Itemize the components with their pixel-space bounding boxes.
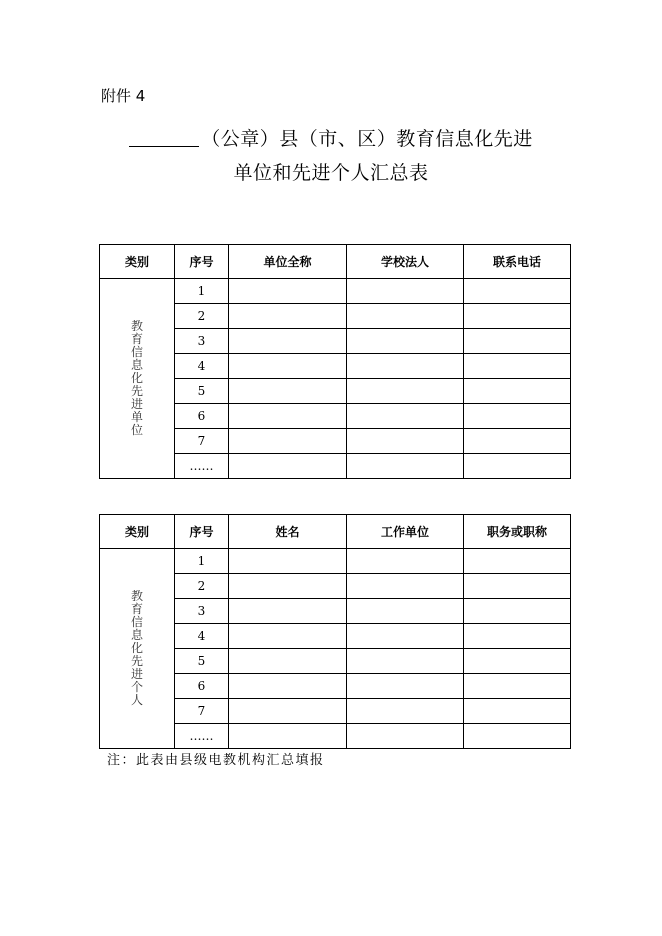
empty-entry-cell[interactable] bbox=[464, 354, 571, 379]
individuals-table-header bbox=[100, 515, 571, 549]
header-category: 类别 bbox=[100, 515, 175, 549]
title-blank-line bbox=[129, 128, 199, 147]
table-row bbox=[100, 279, 571, 304]
seq-cell: 5 bbox=[175, 649, 229, 674]
table-row bbox=[100, 549, 571, 574]
attachment-label: 附件 4 bbox=[101, 87, 146, 105]
category-char: 息 bbox=[130, 358, 143, 372]
seq-cell: 7 bbox=[175, 699, 229, 724]
empty-entry-cell[interactable] bbox=[347, 429, 464, 454]
empty-entry-cell[interactable] bbox=[229, 699, 347, 724]
empty-entry-cell[interactable] bbox=[347, 354, 464, 379]
seq-cell: 3 bbox=[175, 599, 229, 624]
empty-entry-cell[interactable] bbox=[347, 724, 464, 749]
empty-entry-cell[interactable] bbox=[347, 624, 464, 649]
empty-entry-cell[interactable] bbox=[229, 454, 347, 479]
header-name: 姓名 bbox=[229, 515, 347, 549]
empty-entry-cell[interactable] bbox=[229, 329, 347, 354]
empty-entry-cell[interactable] bbox=[229, 574, 347, 599]
empty-entry-cell[interactable] bbox=[464, 699, 571, 724]
empty-entry-cell[interactable] bbox=[347, 674, 464, 699]
category-char: 信 bbox=[130, 345, 143, 359]
category-char: 先 bbox=[130, 654, 143, 668]
seq-cell: 6 bbox=[175, 404, 229, 429]
empty-entry-cell[interactable] bbox=[464, 279, 571, 304]
empty-entry-cell[interactable] bbox=[229, 429, 347, 454]
empty-entry-cell[interactable] bbox=[464, 624, 571, 649]
empty-entry-cell[interactable] bbox=[229, 599, 347, 624]
category-char: 育 bbox=[130, 602, 143, 616]
empty-entry-cell[interactable] bbox=[464, 574, 571, 599]
seq-cell: 1 bbox=[175, 279, 229, 304]
footnote: 注：此表由县级电教机构汇总填报 bbox=[107, 753, 325, 768]
individuals-table bbox=[99, 514, 571, 749]
category-cell bbox=[100, 279, 175, 479]
header-unit-name: 单位全称 bbox=[229, 245, 347, 279]
category-char: 位 bbox=[130, 423, 143, 437]
category-cell bbox=[100, 549, 175, 749]
header-work-unit: 工作单位 bbox=[347, 515, 464, 549]
empty-entry-cell[interactable] bbox=[229, 674, 347, 699]
empty-entry-cell[interactable] bbox=[347, 329, 464, 354]
empty-entry-cell[interactable] bbox=[347, 404, 464, 429]
empty-entry-cell[interactable] bbox=[464, 404, 571, 429]
empty-entry-cell[interactable] bbox=[347, 599, 464, 624]
page-title-line1 bbox=[0, 124, 662, 151]
empty-entry-cell[interactable] bbox=[464, 674, 571, 699]
empty-entry-cell[interactable] bbox=[229, 624, 347, 649]
empty-entry-cell[interactable] bbox=[464, 379, 571, 404]
empty-entry-cell[interactable] bbox=[464, 724, 571, 749]
category-char: 人 bbox=[130, 693, 143, 707]
empty-entry-cell[interactable] bbox=[347, 699, 464, 724]
empty-entry-cell[interactable] bbox=[229, 379, 347, 404]
seq-cell: 7 bbox=[175, 429, 229, 454]
empty-entry-cell[interactable] bbox=[229, 279, 347, 304]
seq-cell: 1 bbox=[175, 549, 229, 574]
category-char: 化 bbox=[130, 641, 143, 655]
seq-cell: 2 bbox=[175, 574, 229, 599]
empty-entry-cell[interactable] bbox=[347, 549, 464, 574]
seq-cell: 6 bbox=[175, 674, 229, 699]
empty-entry-cell[interactable] bbox=[464, 454, 571, 479]
seq-cell: 3 bbox=[175, 329, 229, 354]
page-title-line2: 单位和先进个人汇总表 bbox=[233, 162, 429, 184]
empty-entry-cell[interactable] bbox=[229, 649, 347, 674]
category-char: 进 bbox=[130, 397, 143, 411]
empty-entry-cell[interactable] bbox=[464, 549, 571, 574]
header-legal-person: 学校法人 bbox=[347, 245, 464, 279]
empty-entry-cell[interactable] bbox=[464, 429, 571, 454]
seq-cell: …… bbox=[175, 454, 229, 479]
category-char: 育 bbox=[130, 332, 143, 346]
category-char: 教 bbox=[130, 319, 143, 333]
empty-entry-cell[interactable] bbox=[229, 354, 347, 379]
header-category: 类别 bbox=[100, 245, 175, 279]
title-line1-text: （公章）县（市、区）教育信息化先进 bbox=[201, 128, 533, 150]
seq-cell: 4 bbox=[175, 354, 229, 379]
units-table-header bbox=[100, 245, 571, 279]
category-char: 教 bbox=[130, 589, 143, 603]
header-seq: 序号 bbox=[175, 245, 229, 279]
header-seq: 序号 bbox=[175, 515, 229, 549]
empty-entry-cell[interactable] bbox=[347, 304, 464, 329]
seq-cell: …… bbox=[175, 724, 229, 749]
empty-entry-cell[interactable] bbox=[464, 304, 571, 329]
seq-cell: 4 bbox=[175, 624, 229, 649]
empty-entry-cell[interactable] bbox=[347, 649, 464, 674]
category-char: 化 bbox=[130, 371, 143, 385]
empty-entry-cell[interactable] bbox=[229, 549, 347, 574]
header-position: 职务或职称 bbox=[464, 515, 571, 549]
category-char: 个 bbox=[130, 680, 143, 694]
empty-entry-cell[interactable] bbox=[347, 279, 464, 304]
category-char: 单 bbox=[130, 410, 143, 424]
category-char: 信 bbox=[130, 615, 143, 629]
units-table bbox=[99, 244, 571, 479]
empty-entry-cell[interactable] bbox=[464, 329, 571, 354]
empty-entry-cell[interactable] bbox=[347, 379, 464, 404]
header-phone: 联系电话 bbox=[464, 245, 571, 279]
empty-entry-cell[interactable] bbox=[229, 304, 347, 329]
empty-entry-cell[interactable] bbox=[347, 454, 464, 479]
category-char: 息 bbox=[130, 628, 143, 642]
empty-entry-cell[interactable] bbox=[229, 404, 347, 429]
empty-entry-cell[interactable] bbox=[229, 724, 347, 749]
seq-cell: 5 bbox=[175, 379, 229, 404]
empty-entry-cell[interactable] bbox=[464, 599, 571, 624]
category-char: 先 bbox=[130, 384, 143, 398]
empty-entry-cell[interactable] bbox=[347, 574, 464, 599]
category-char: 进 bbox=[130, 667, 143, 681]
seq-cell: 2 bbox=[175, 304, 229, 329]
empty-entry-cell[interactable] bbox=[464, 649, 571, 674]
